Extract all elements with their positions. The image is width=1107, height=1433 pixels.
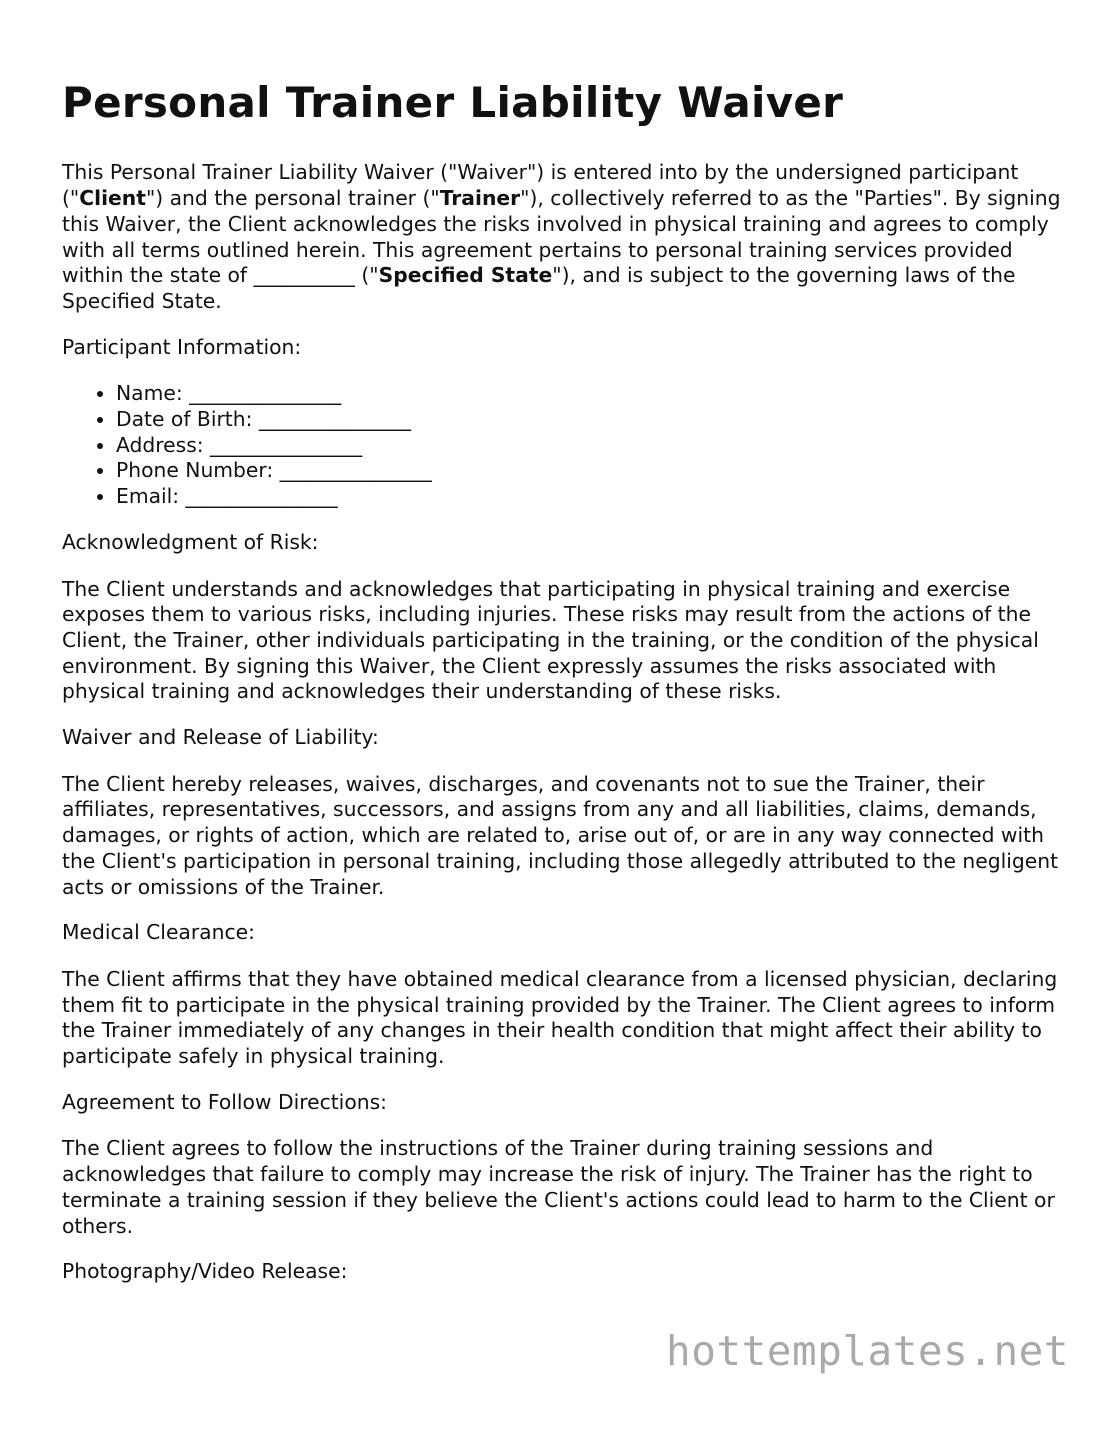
client-term: Client — [79, 186, 146, 211]
risk-paragraph: The Client understands and acknowledges that participating in physical training and exercise exposes them to various risks, including injuries. These risks may result from the actions of the Client, the Trainer, other individuals participating in the training, or the condition of the physical environment. By signing this Waiver, the Client expressly assumes the risks associated with physical training and acknowledges their understanding of these risks. — [62, 576, 1039, 704]
risk-heading: Acknowledgment of Risk: — [62, 529, 319, 554]
date-of-birth-field: • Date of Birth: _______________ — [116, 407, 1062, 433]
directions-heading: Agreement to Follow Directions: — [62, 1089, 387, 1114]
participant-fields-list — [62, 381, 1062, 510]
intro-paragraph — [62, 160, 1062, 314]
release-paragraph: The Client hereby releases, waives, discharges, and covenants not to sue the Trainer, their affiliates, representatives, successors, and assigns from any and all liabilities, claims, demands, damages, or rights of action, which are related to, arise out of, or are in any way connected with the Client's participation in personal training, including those allegedly attributed to the negligent acts or omissions of the Trainer. — [62, 771, 1059, 899]
directions-paragraph: The Client agrees to follow the instructions of the Trainer during training sessions and acknowledges that failure to comply may increase the risk of injury. The Trainer has the right to terminate a training session if they believe the Client's actions could lead to harm to the Client or others. — [62, 1136, 1055, 1238]
intro-text-3: "), collectively referred to as the "Parties". By signing this Waiver, the Client acknowledges the risks involved in physical training and agrees to comply with all terms outlined herein. This agreement pertains to personal training services provided within the state of __________ (" — [62, 186, 1061, 288]
release-heading: Waiver and Release of Liability: — [62, 725, 379, 750]
intro-text-1: This Personal Trainer Liability Waiver ("Waiver") is entered into by the undersigned participant (" — [62, 160, 1019, 211]
intro-text-4: "), and is subject to the governing laws of the Specified State. — [62, 263, 1016, 313]
medical-heading: Medical Clearance: — [62, 920, 255, 945]
participant-info-heading: Participant Information: — [62, 334, 302, 359]
site-watermark: hottemplates.net — [666, 1327, 1069, 1375]
trainer-term: Trainer — [439, 186, 521, 211]
document-page — [62, 78, 1062, 1306]
specified-state-term: Specified State — [378, 263, 553, 288]
document-title: Personal Trainer Liability Waiver — [62, 78, 844, 127]
email-field: • Email: _______________ — [116, 484, 1062, 510]
phone-number-field: • Phone Number: _______________ — [116, 458, 1062, 484]
photo-release-heading: Photography/Video Release: — [62, 1259, 348, 1284]
name-field: • Name: _______________ — [116, 381, 1062, 407]
medical-paragraph: The Client affirms that they have obtained medical clearance from a licensed physician, declaring them fit to participate in the physical training provided by the Trainer. The Client agrees to inform the Trainer immediately of any changes in their health condition that might affect their ability to participate safely in physical training. — [62, 966, 1058, 1069]
intro-text-2: ") and the personal trainer (" — [145, 186, 440, 211]
address-field: • Address: _______________ — [116, 433, 1062, 459]
